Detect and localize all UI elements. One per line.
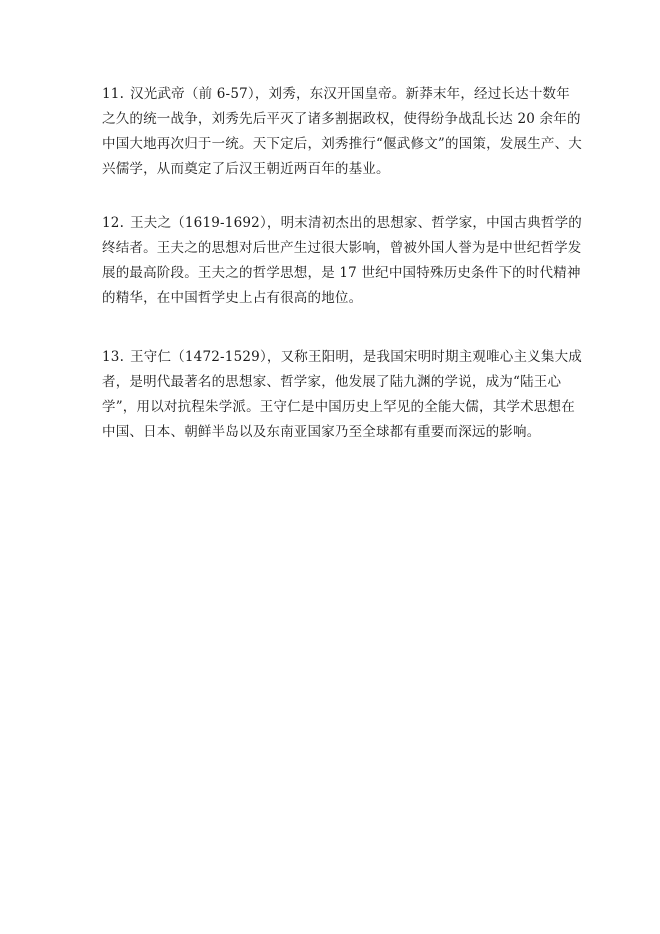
item-text: 王夫之（1619-1692），明末清初杰出的思想家、哲学家，中国古典哲学的终结者。王夫之的思想对后世产生过很大影响，曾被外国人誉为是中世纪哲学发展的最高阶段。王夫之的哲学思想，是 17 世纪中国特殊历史条件下的时代精神的精华，在中国哲学史上占有很高的地位。: [102, 215, 583, 306]
numbered-paragraph: [102, 345, 582, 445]
item-number: 12.: [102, 215, 125, 231]
item-text: 王守仁（1472-1529），又称王阳明，是我国宋明时期主观唯心主义集大成者，是明代最著名的思想家、哲学家，他发展了陆九渊的学说，成为“陆王心学”，用以对抗程朱学派。王守仁是中国历史上罕见的全能大儒，其学术思想在中国、日本、朝鲜半岛以及东南亚国家乃至全球都有重要而深远的影响。: [102, 349, 583, 440]
item-text: 汉光武帝（前 6-57），刘秀，东汉开国皇帝。新莽末年，经过长达十数年之久的统一战争，刘秀先后平灭了诸多割据政权，使得纷争战乱长达 20 余年的中国大地再次归于一统。天下定后，刘秀推行“偃武修文”的国策，发展生产、大兴儒学，从而奠定了后汉王朝近两百年的基业。: [102, 86, 583, 177]
numbered-paragraph: [102, 82, 582, 182]
numbered-paragraph: [102, 211, 582, 311]
item-number: 13.: [102, 349, 125, 365]
item-number: 11.: [102, 86, 125, 102]
